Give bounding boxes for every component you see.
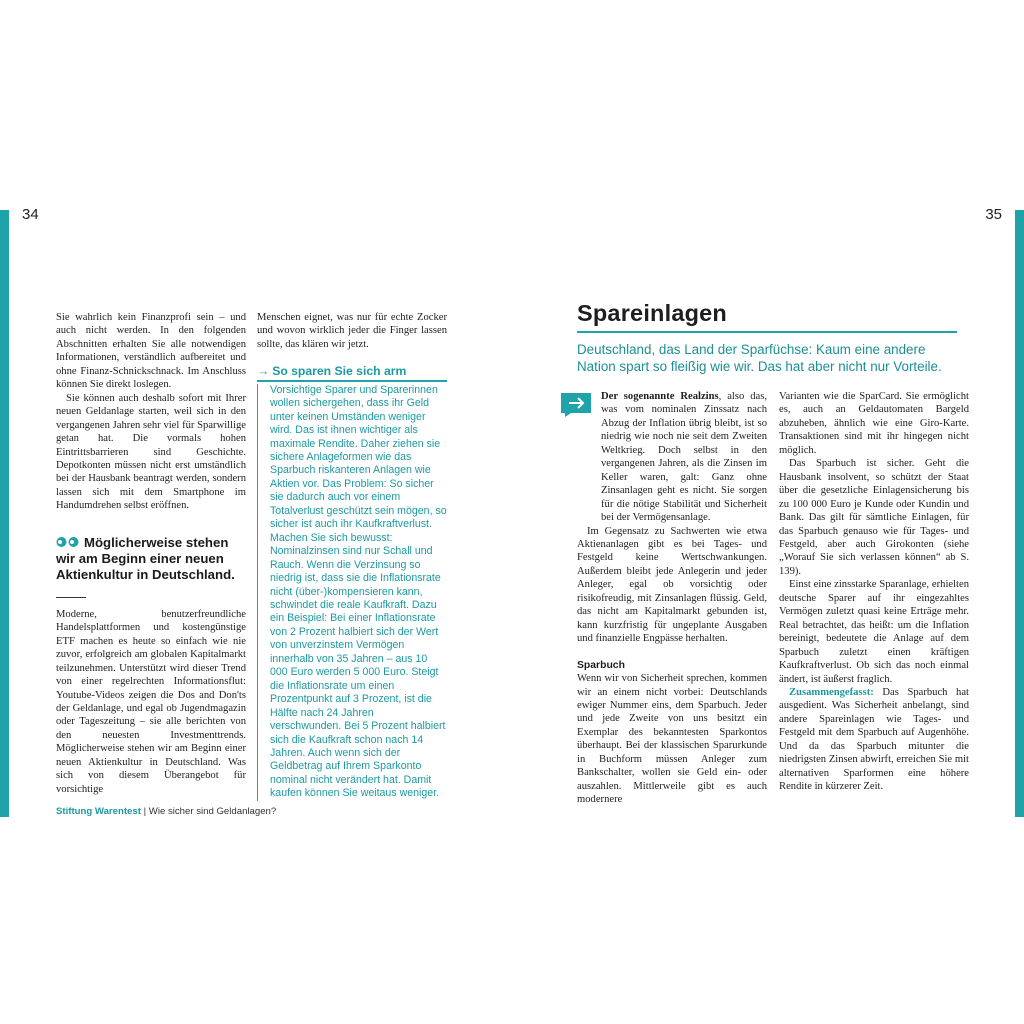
left-column-b: [257, 311, 447, 801]
info-box-body: Vorsichtige Sparer und Sparerinnen wollen sichergehen, dass ihr Geld unter keinen Umständen weniger wird. Das ist ihnen wichtiger als maximale Rendite. Daher ziehen sie sichere Anlageformen wie das Sparbuch riskanteren Anlagen wie Aktien vor. Das Problem: So sicher sie dadurch auch vor einem Totalverlust geschützt sein mögen, so sicher ist auch ihr Kaufkraftverlust. Machen Sie sich bewusst: Nominalzinsen sind nur Schall und Rauch. Wenn die Verzinsung so niedrig ist, dass sie die Inflationsrate nicht (über-)kompensieren kann, schwindet die reale Kaufkraft. Dazu ein Beispiel: Bei einer Inflationsrate von 2 Prozent halbiert sich der Wert von unverzinstem Vermögen innerhalb von 35 Jahren – aus 10 000 Euro werden 5 000 Euro. Steigt die Inflationsrate um einen Prozentpunkt auf 3 Prozent, ist die Hälfte nach 24 Jahren verschwunden. Bei 5 Prozent halbiert sich die Kaufkraft schon nach 14 Jahren. Auch wenn sich der Geldbetrag auf Ihrem Sparkonto nominal nicht verändert hat. Damit kaufen können Sie weitaus weniger.: [257, 384, 447, 801]
left-column-a: [56, 311, 246, 796]
footer-separator: |: [143, 806, 147, 817]
info-box-title: So sparen Sie sich arm: [272, 364, 407, 379]
section-heading: Spareinlagen: [577, 300, 727, 326]
right-column-c: [577, 390, 767, 807]
subheading: Sparbuch: [577, 659, 625, 671]
paragraph: Menschen eignet, was nur für echte Zocker und wovon wirklich jeder die Finger lassen sollte, das klären wir jetzt.: [257, 312, 447, 350]
footer-title: Wie sicher sind Geldanlagen?: [148, 806, 277, 817]
right-column-d: [779, 390, 969, 794]
footer-brand: Stiftung Warentest: [56, 806, 141, 817]
paragraph: Varianten wie die SparCard. Sie ermöglicht es, auch an Geldautomaten Bargeld abzuheben, ähnlich wie eine Giro-Karte. Transaktionen sind mit ihr hingegen nicht möglich.: [779, 391, 969, 456]
info-box: [257, 364, 447, 800]
pull-quote-rule: [56, 597, 86, 598]
paragraph: Der sogenannte Realzins, also das, was vom nominalen Zinssatz nach Abzug der Inflation übrig bleibt, ist so niedrig wie noch nie seit dem Zweiten Weltkrieg. Doch selbst in den vergangenen Jahren, als die Zinsen im Keller waren, galt: Ganz ohne Zinsanlagen geht es nicht. Sie sorgen für die nötige Stabilität und Sicherheit bei der Vermögensanlage.: [601, 391, 767, 524]
lead-in-text: Der sogenannte Realzins: [601, 391, 719, 402]
summary-label: Zusammengefasst:: [789, 686, 874, 698]
heading-rule: [577, 331, 957, 333]
info-box-rule: [257, 380, 447, 381]
paragraph: Im Gegensatz zu Sachwerten wie etwa Aktienanlagen gibt es bei Tages- und Festgeld keine Wertschwankungen. Außerdem bleibt jede Anlegerin und jeder Anleger, egal ob vorsichtig oder risikofreudig, mit Zinsanlagen flüssig. Geld, das nicht am Kapitalmarkt gebunden ist, kann kurzfristig für ungeplante Ausgaben und finanzielle Engpässe herhalten.: [577, 525, 767, 645]
paragraph: Moderne, benutzerfreundliche Handelsplattformen und kostengünstige ETF machen es heute so einfach wie nie zuvor, erfolgreich am globalen Kapitalmarkt teilzunehmen. Unterstützt wird dieser Trend von einer regelrechten Informationsflut: Youtube-Videos zeigen die Dos and Don'ts der Geldanlage, und egal ob Jugendmagazin oder Tageszeitung – sie alle berichten von den neuesten Investmenttrends. Möglicherweise stehen wir am Beginn einer neuen Aktienkultur in Deutschland. Was sich von diesem Überangebot für vorsichtige: [56, 608, 246, 795]
paragraph: Zusammengefasst: Das Sparbuch hat ausgedient. Was Sicherheit anbelangt, sind andere Spareinlagen wie Tages- und Festgeld mit dem Sparbuch auf Augenhöhe. Und da das Sparbuch mitunter die niedrigsten Zinsen abwirft, erreichen Sie mit alternativen Sparformen eine höhere Rendite in kürzerer Zeit.: [779, 686, 969, 793]
paragraph: Sie wahrlich kein Finanzprofi sein – und auch nicht werden. In den folgenden Abschnitten erhalten Sie alle notwendigen Informationen, verständlich aufbereitet und ohne Finanz-Schnickschnack. Im Anschluss können Sie direkt loslegen.: [56, 312, 246, 391]
right-edge-bar: [1015, 210, 1024, 817]
section-lead: Deutschland, das Land der Sparfüchse: Kaum eine andere Nation spart so fleißig wie wir. Das hat aber nicht nur Vorteile.: [577, 342, 942, 374]
paragraph: Sie können auch deshalb sofort mit Ihrer neuen Geldanlage starten, weil sich in den vergangenen Jahren sehr viel für Sparwillige getan hat. Die vormals hohen Eintrittsbarrieren sind Geschichte. Depotkonten müssen nicht erst umständlich bei der Hausbank beantragt werden, sondern lassen sich mit dem Smartphone im Handumdrehen selbst eröffnen.: [56, 392, 246, 512]
pull-quote: [56, 535, 246, 598]
quote-icon: [56, 536, 80, 548]
left-edge-bar: [0, 210, 9, 817]
paragraph: Wenn wir von Sicherheit sprechen, kommen wir an einem nicht vorbei: Deutschlands ewiger Nummer eins, dem Sparbuch. Jeder und jede Zweite von uns besitzt ein Exemplar des bekanntesten Sparkontos überhaupt. Bei der klassischen Sparurkunde in Buchform müssen Anleger zum Bankschalter, wollen sie Geld ein- oder auszahlen. Mittlerweile gibt es auch modernere: [577, 673, 767, 806]
paragraph: Das Sparbuch ist sicher. Geht die Hausbank insolvent, so schützt der Staat über die gesetzliche Einlagensicherung bis zu 100 000 Euro je Kunde oder Kundin und Bank. Das gilt für sämtliche Einlagen, für das Sparbuch genauso wie für Tages- und Festgeld, aber auch Girokonten (siehe „Worauf Sie sich verlassen können“ ab S. 139).: [779, 458, 969, 577]
arrow-right-icon: →: [257, 364, 270, 379]
page-footer: [56, 806, 276, 817]
paragraph: Einst eine zinsstarke Sparanlage, erhielten deutsche Sparer auf ihr eingezahltes Vermögen zuletzt quasi keine Erträge mehr. Real betrachtet, das heißt: um die Inflation bereinigt, bedeutete die Anlage auf dem Sparbuch zuletzt einen kräftigen Kaufkraftverlust. Ob sich das noch einmal ändert, ist äußerst fraglich.: [779, 579, 969, 685]
pull-quote-text: Möglicherweise stehen wir am Beginn einer neuen Aktienkultur in Deutschland.: [56, 534, 235, 582]
page-number-right: 35: [985, 206, 1002, 223]
page-number-left: 34: [22, 206, 39, 223]
